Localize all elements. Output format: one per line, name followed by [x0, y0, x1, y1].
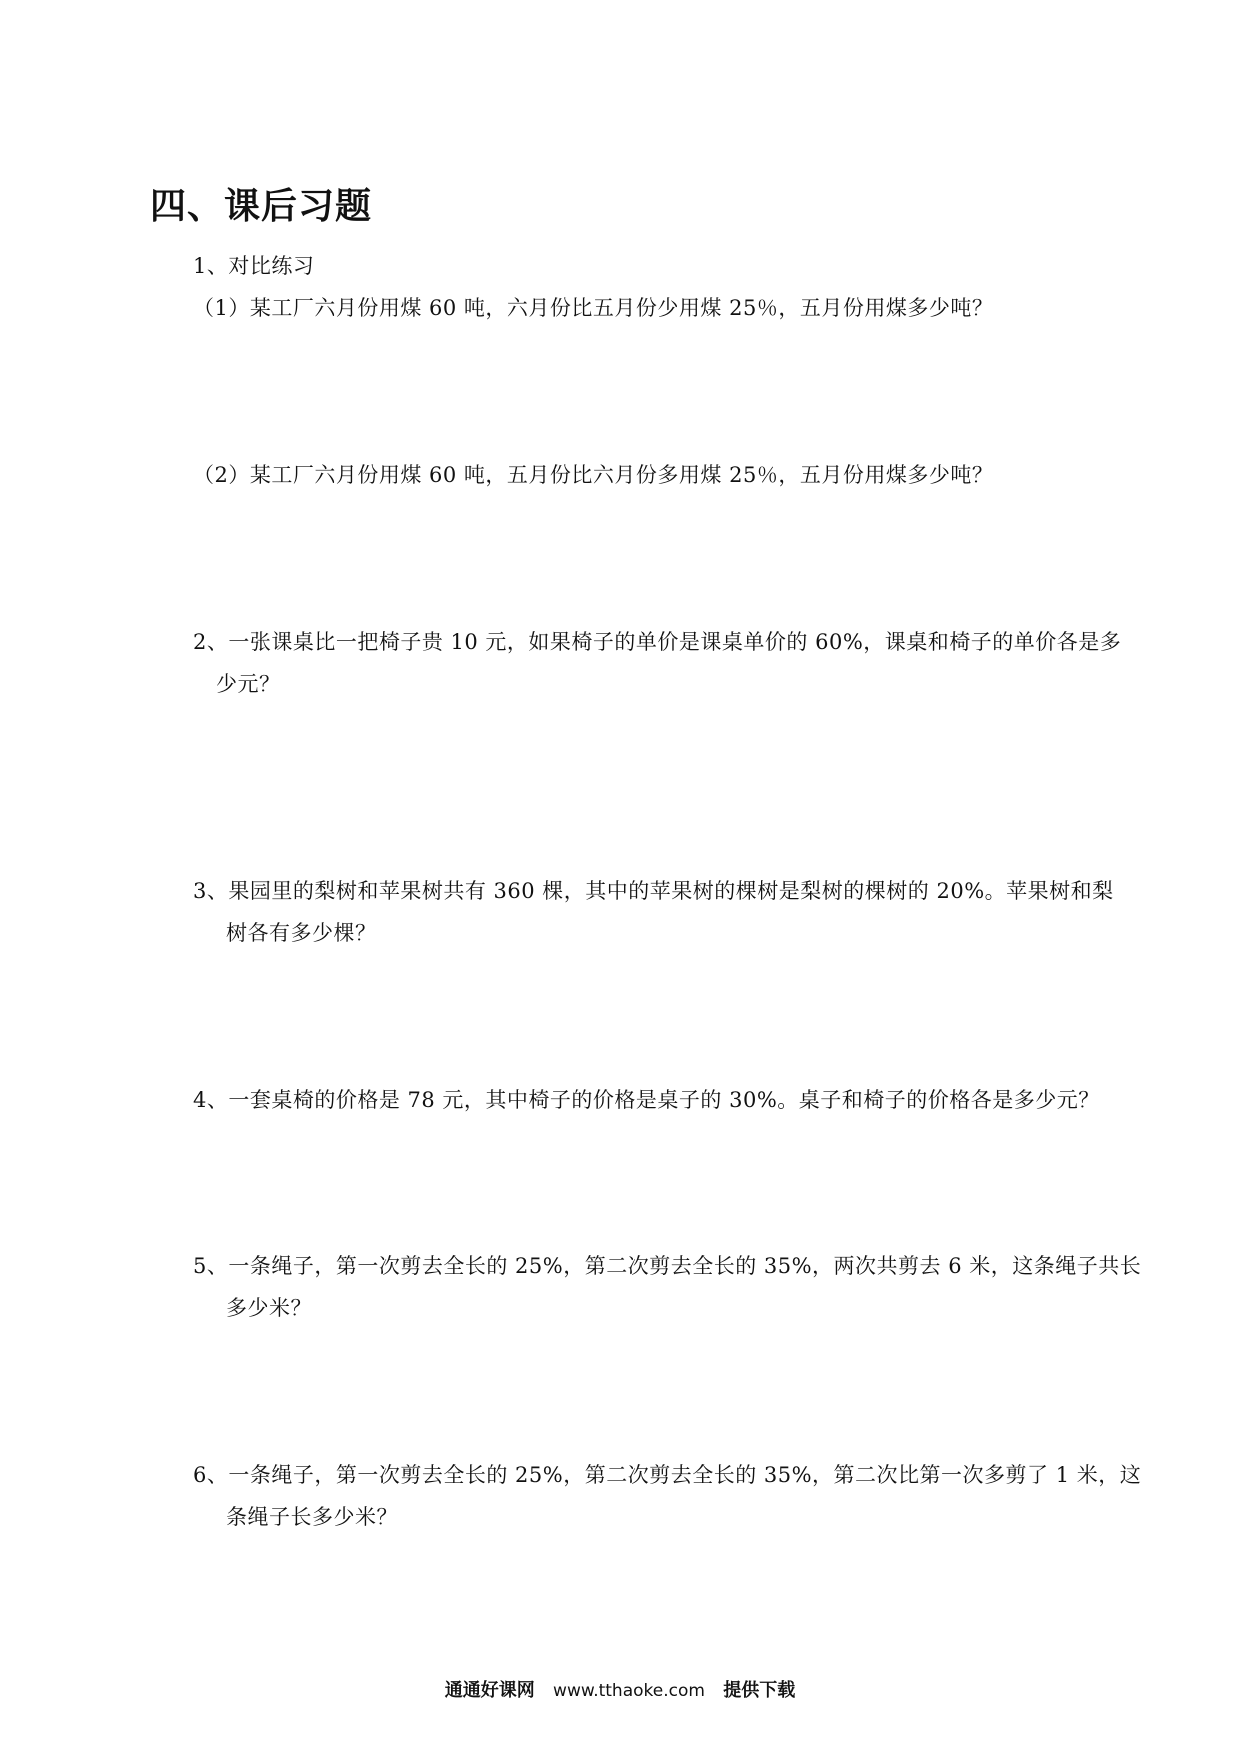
- question-5-line-2: 多少米？: [226, 1296, 312, 1320]
- question-1-sub-1: （1）某工厂六月份用煤 60 吨，六月份比五月份少用煤 25％，五月份用煤多少吨？: [193, 296, 994, 320]
- question-2-line-2: 少元？: [216, 672, 281, 696]
- question-6-line-2: 条绳子长多少米？: [226, 1505, 398, 1529]
- question-5-line-1: 5、一条绳子，第一次剪去全长的 25%，第二次剪去全长的 35%，两次共剪去 6 米，这条绳子共长: [193, 1254, 1142, 1278]
- footer-site-name: 通通好课网: [444, 1680, 535, 1701]
- question-4-line-1: 4、一套桌椅的价格是 78 元，其中椅子的价格是桌子的 30%。桌子和椅子的价格各是多少元？: [193, 1088, 1100, 1112]
- question-3-line-2: 树各有多少棵？: [226, 921, 377, 945]
- question-3-line-1: 3、果园里的梨树和苹果树共有 360 棵，其中的苹果树的棵树是梨树的棵树的 20%。苹果树和梨: [193, 879, 1114, 903]
- footer-suffix: 提供下载: [723, 1680, 796, 1701]
- page-footer: [0, 1676, 1240, 1702]
- section-title: 四、课后习题: [150, 185, 373, 227]
- question-2-line-1: 2、一张课桌比一把椅子贵 10 元，如果椅子的单价是课桌单价的 60%，课桌和椅子的单价各是多: [193, 630, 1122, 654]
- question-6-line-1: 6、一条绳子，第一次剪去全长的 25%，第二次剪去全长的 35%，第二次比第一次多剪了 1 米，这: [193, 1463, 1142, 1487]
- footer-url-link[interactable]: www.tthaoke.com: [553, 1681, 705, 1701]
- question-1-sub-2: （2）某工厂六月份用煤 60 吨，五月份比六月份多用煤 25％，五月份用煤多少吨？: [193, 463, 994, 487]
- question-1-label: 1、对比练习: [193, 254, 315, 278]
